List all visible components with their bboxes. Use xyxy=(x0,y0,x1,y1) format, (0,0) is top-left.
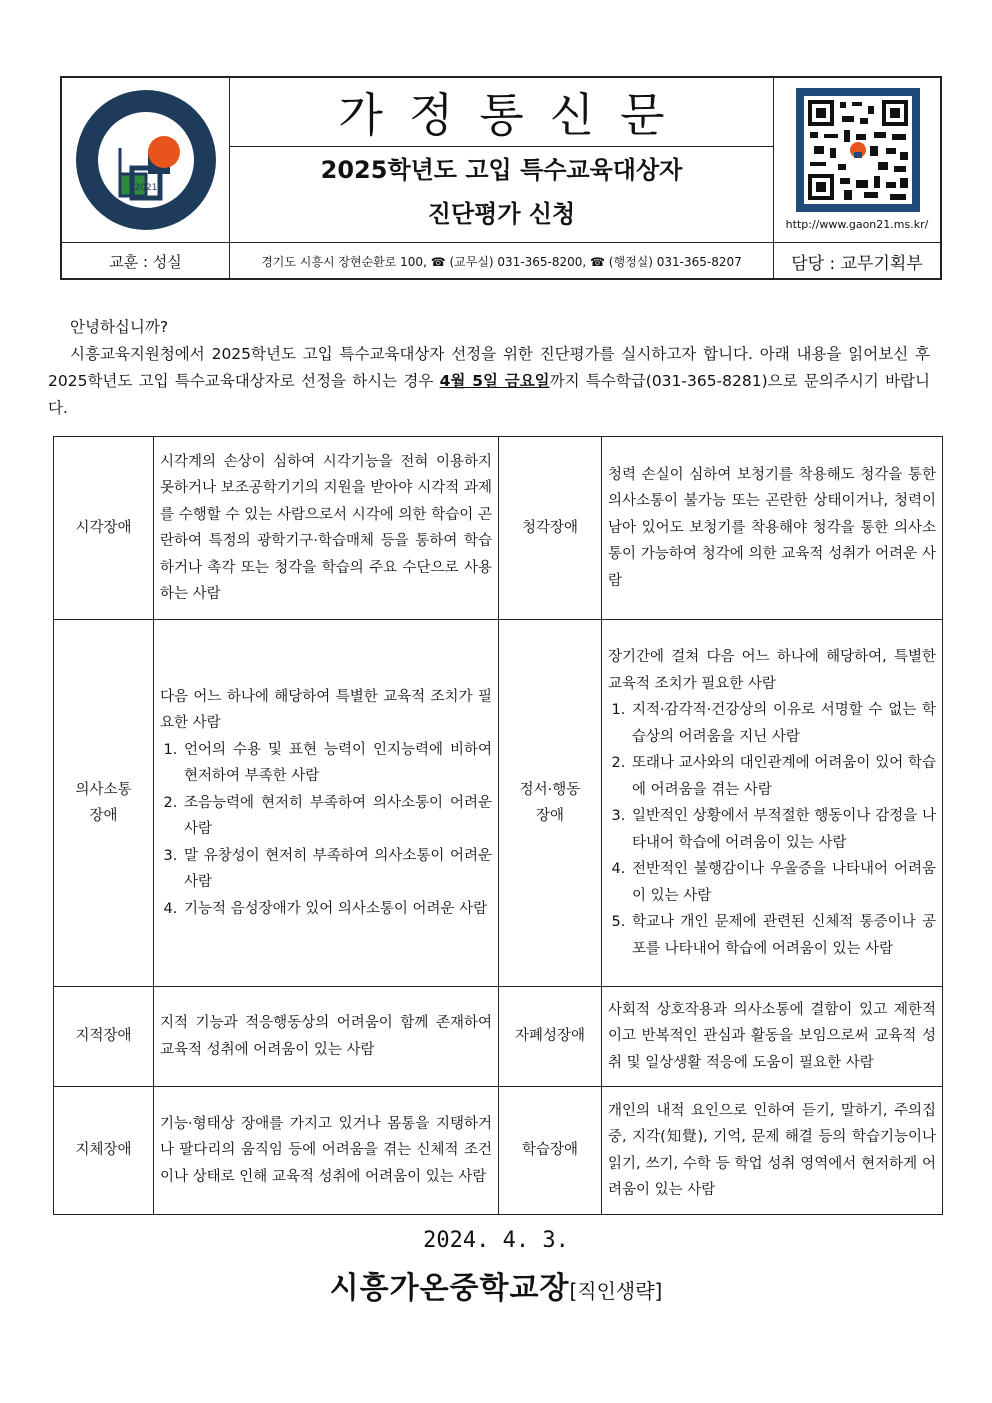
category-label-line: 정서·행동 xyxy=(519,781,581,798)
category-desc xyxy=(602,620,943,987)
subtitle-line-2: 진단평가 신청 xyxy=(427,200,576,228)
list-item: 1. 지적·감각적·건강상의 이유로 서명할 수 없는 학습상의 어려움을 지닌 사람 xyxy=(630,697,936,750)
category-desc: 개인의 내적 요인으로 인하여 듣기, 말하기, 주의집중, 지각(知覺), 기억, 문제 해결 등의 학습기능이나 읽기, 쓰기, 수학 등 학업 성취 영역에서 현저하게 어려움이 있는 사람 xyxy=(602,1087,943,1215)
intro-body-post: 까지 특수학급(031-365-8281)으로 문의주시기 바랍니다. xyxy=(48,372,930,417)
svg-text:2021: 2021 xyxy=(134,183,158,193)
criteria-list xyxy=(608,697,936,962)
list-item: 4. 기능적 음성장애가 있어 의사소통이 어려운 사람 xyxy=(182,896,492,923)
page-title: 가정통신문 xyxy=(230,78,773,147)
school-motto: 교훈 : 성실 xyxy=(62,243,230,279)
table-row xyxy=(54,1087,943,1215)
table-row xyxy=(54,437,943,620)
category-label: 청각장애 xyxy=(499,437,602,620)
list-item: 3. 말 유창성이 현저히 부족하여 의사소통이 어려운 사람 xyxy=(182,843,492,896)
title-cell xyxy=(230,78,774,242)
category-desc-intro: 다음 어느 하나에 해당하여 특별한 교육적 조치가 필요한 사람 xyxy=(160,688,492,732)
category-label: 지적장애 xyxy=(54,987,154,1087)
intro-body xyxy=(48,341,930,422)
school-logo xyxy=(62,78,230,242)
responsible-dept: 담당 : 교무기획부 xyxy=(791,253,923,274)
list-item: 3. 일반적인 상황에서 부적절한 행동이나 감정을 나타내어 학습에 어려움이 있는 사람 xyxy=(630,803,936,856)
greeting: 안녕하십니까? xyxy=(70,318,169,336)
school-address: 경기도 시흥시 장현순환로 100, ☎ (교무실) 031-365-8200, ☎ (행정실) 031-365-8207 xyxy=(230,243,774,279)
list-item: 2. 또래나 교사와의 대인관계에 어려움이 있어 학습에 어려움을 겪는 사람 xyxy=(630,750,936,803)
category-label-line: 장애 xyxy=(89,808,118,824)
signature-line xyxy=(0,1263,992,1307)
page-subtitle xyxy=(230,148,773,236)
category-label-line: 장애 xyxy=(535,808,564,824)
criteria-list xyxy=(160,737,492,923)
category-desc: 청력 손실이 심하여 보청기를 착용해도 청각을 통한 의사소통이 불가능 또는 곤란한 상태이거나, 청력이 남아 있어도 보청기를 착용해야 청각을 통한 의사소통이 가능하여 청각에 의한 교육적 성취가 어려운 사람 xyxy=(602,437,943,620)
list-item: 4. 전반적인 불행감이나 우울증을 나타내어 어려움이 있는 사람 xyxy=(630,856,936,909)
list-item: 2. 조음능력에 현저히 부족하여 의사소통이 어려운 사람 xyxy=(182,790,492,843)
list-item: 1. 언어의 수용 및 표현 능력이 인지능력에 비하여 현저하여 부족한 사람 xyxy=(182,737,492,790)
deadline: 4월 5일 금요일 xyxy=(439,372,550,390)
category-desc: 지적 기능과 적응행동상의 어려움이 함께 존재하여 교육적 성취에 어려움이 있는 사람 xyxy=(154,987,499,1087)
category-label: 시각장애 xyxy=(54,437,154,620)
issue-date: 2024. 4. 3. xyxy=(423,1228,569,1253)
newsletter-header xyxy=(60,76,942,280)
category-label: 학습장애 xyxy=(499,1087,602,1215)
school-logo-cell xyxy=(62,78,230,242)
intro-text xyxy=(48,314,930,422)
criteria-table xyxy=(53,436,943,1215)
intro-body-pre: 시흥교육지원청에서 2025학년도 고입 특수교육대상자 선정을 위한 진단평가를 실시하고자 합니다. 아래 내용을 읽어보신 후 2025학년도 고입 특수교육대상자로 선정을 하시는 경우 xyxy=(48,345,930,390)
category-label: 자폐성장애 xyxy=(499,987,602,1087)
category-label xyxy=(54,620,154,987)
category-desc-intro: 장기간에 걸쳐 다음 어느 하나에 해당하여, 특별한 교육적 조치가 필요한 사람 xyxy=(608,649,936,692)
category-label: 지체장애 xyxy=(54,1087,154,1215)
category-label xyxy=(499,620,602,987)
category-desc: 사회적 상호작용과 의사소통에 결함이 있고 제한적이고 반복적인 관심과 활동을 보임으로써 교육적 성취 및 일상생활 적응에 도움이 필요한 사람 xyxy=(602,987,943,1087)
header-info-row xyxy=(62,242,940,279)
category-desc: 시각계의 손상이 심하여 시각기능을 전혀 이용하지 못하거나 보조공학기기의 지원을 받아야 시각적 과제를 수행할 수 있는 사람으로서 시각에 의한 학습이 곤란하여 특정의 광학기구·학습매체 등을 통하여 학습하거나 촉각 또는 청각을 학습의 주요 수단으로 사용하는 사람 xyxy=(154,437,499,620)
category-desc xyxy=(154,620,499,987)
list-item: 5. 학교나 개인 문제에 관련된 신체적 통증이나 공포를 나타내어 학습에 어려움이 있는 사람 xyxy=(630,909,936,962)
table-row xyxy=(54,987,943,1087)
category-desc: 기능·형태상 장애를 가지고 있거나 몸통을 지탱하거나 팔다리의 움직임 등에 어려움을 겪는 신체적 조건이나 상태로 인해 교육적 성취에 어려움이 있는 사람 xyxy=(154,1087,499,1215)
signer-name: 시흥가온중학교장 xyxy=(329,1271,570,1306)
qr-cell xyxy=(774,78,940,242)
qr-code xyxy=(774,82,940,218)
table-row xyxy=(54,620,943,987)
school-url[interactable]: http://www.gaon21.ms.kr/ xyxy=(785,218,929,231)
seal-note: [직인생략] xyxy=(569,1279,663,1303)
subtitle-line-1: 2025학년도 고입 특수교육대상자 xyxy=(320,156,683,184)
category-label-line: 의사소통 xyxy=(75,781,132,798)
